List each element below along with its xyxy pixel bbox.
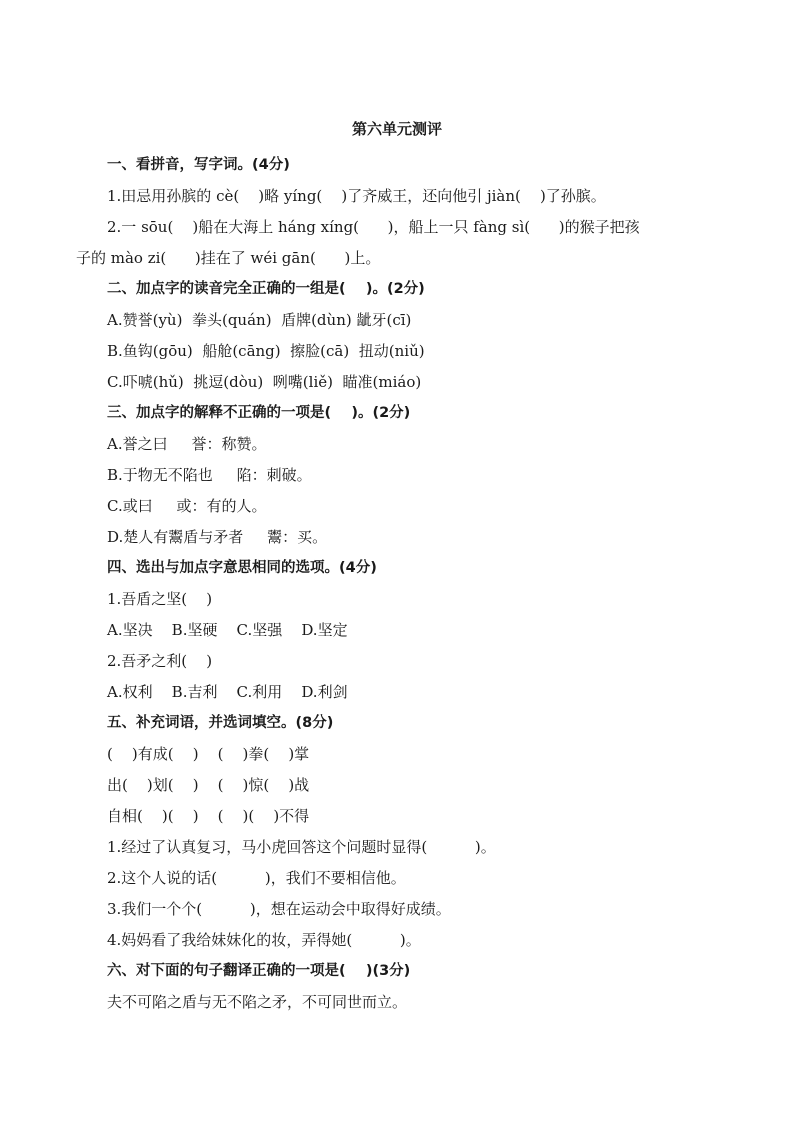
- page-title: 第六单元测评: [351, 120, 442, 138]
- section-heading: 四、选出与加点字意思相同的选项。(4分): [107, 560, 377, 576]
- question-line: D.楚人有鬻盾与矛者 鬻：买。: [107, 528, 328, 546]
- section-heading: 六、对下面的句子翻译正确的一项是( )(3分): [107, 963, 411, 979]
- question-line: 4.妈妈看了我给妹妹化的妆，弄得她( )。: [107, 931, 421, 949]
- question-line: C.或曰 或：有的人。: [107, 497, 267, 515]
- question-line: A.誉之曰 誉：称赞。: [107, 435, 267, 453]
- question-line: B.鱼钩(gōu) 船舱(cāng) 擦脸(cā) 扭动(niǔ): [107, 342, 425, 360]
- section-heading: 五、补充词语，并选词填空。(8分): [107, 715, 334, 731]
- question-line: 2.一 sōu( )船在大海上 háng xíng( )，船上一只 fàng sì( )的猴子把孩: [107, 218, 640, 236]
- question-line: 子的 mào zi( )挂在了 wéi gān( )上。: [76, 249, 381, 267]
- question-line: ( )有成( ) ( )拳( )掌: [107, 745, 310, 763]
- question-line: 2.吾矛之利( ): [107, 652, 213, 670]
- question-line: B.于物无不陷也 陷：刺破。: [107, 466, 312, 484]
- question-line: A.赞誉(yù) 拳头(quán) 盾牌(dùn) 龇牙(cī): [107, 311, 412, 329]
- question-line: 出( )划( ) ( )惊( )战: [107, 776, 310, 794]
- question-line: 1.吾盾之坚( ): [107, 590, 213, 608]
- question-line: 1.经过了认真复习，马小虎回答这个问题时显得( )。: [107, 838, 496, 856]
- question-line: A.坚决 B.坚硬 C.坚强 D.坚定: [107, 621, 348, 639]
- question-line: 2.这个人说的话( )，我们不要相信他。: [107, 869, 406, 887]
- question-line: 夫不可陷之盾与无不陷之矛，不可同世而立。: [107, 993, 408, 1011]
- question-line: 3.我们一个个( )，想在运动会中取得好成绩。: [107, 900, 451, 918]
- section-heading: 三、加点字的解释不正确的一项是( )。(2分): [107, 405, 411, 421]
- document-body: [76, 150, 736, 1018]
- question-line: C.吓唬(hǔ) 挑逗(dòu) 咧嘴(liě) 瞄准(miáo): [107, 373, 422, 391]
- section-heading: 二、加点字的读音完全正确的一组是( )。(2分): [107, 281, 425, 297]
- question-line: A.权利 B.吉利 C.利用 D.利剑: [107, 683, 348, 701]
- question-line: 1.田忌用孙膑的 cè( )略 yíng( )了齐威王，还向他引 jiàn( )了孙膑。: [107, 187, 606, 205]
- section-heading: 一、看拼音，写字词。(4分): [107, 157, 290, 173]
- question-line: 自相( )( ) ( )( )不得: [107, 807, 310, 825]
